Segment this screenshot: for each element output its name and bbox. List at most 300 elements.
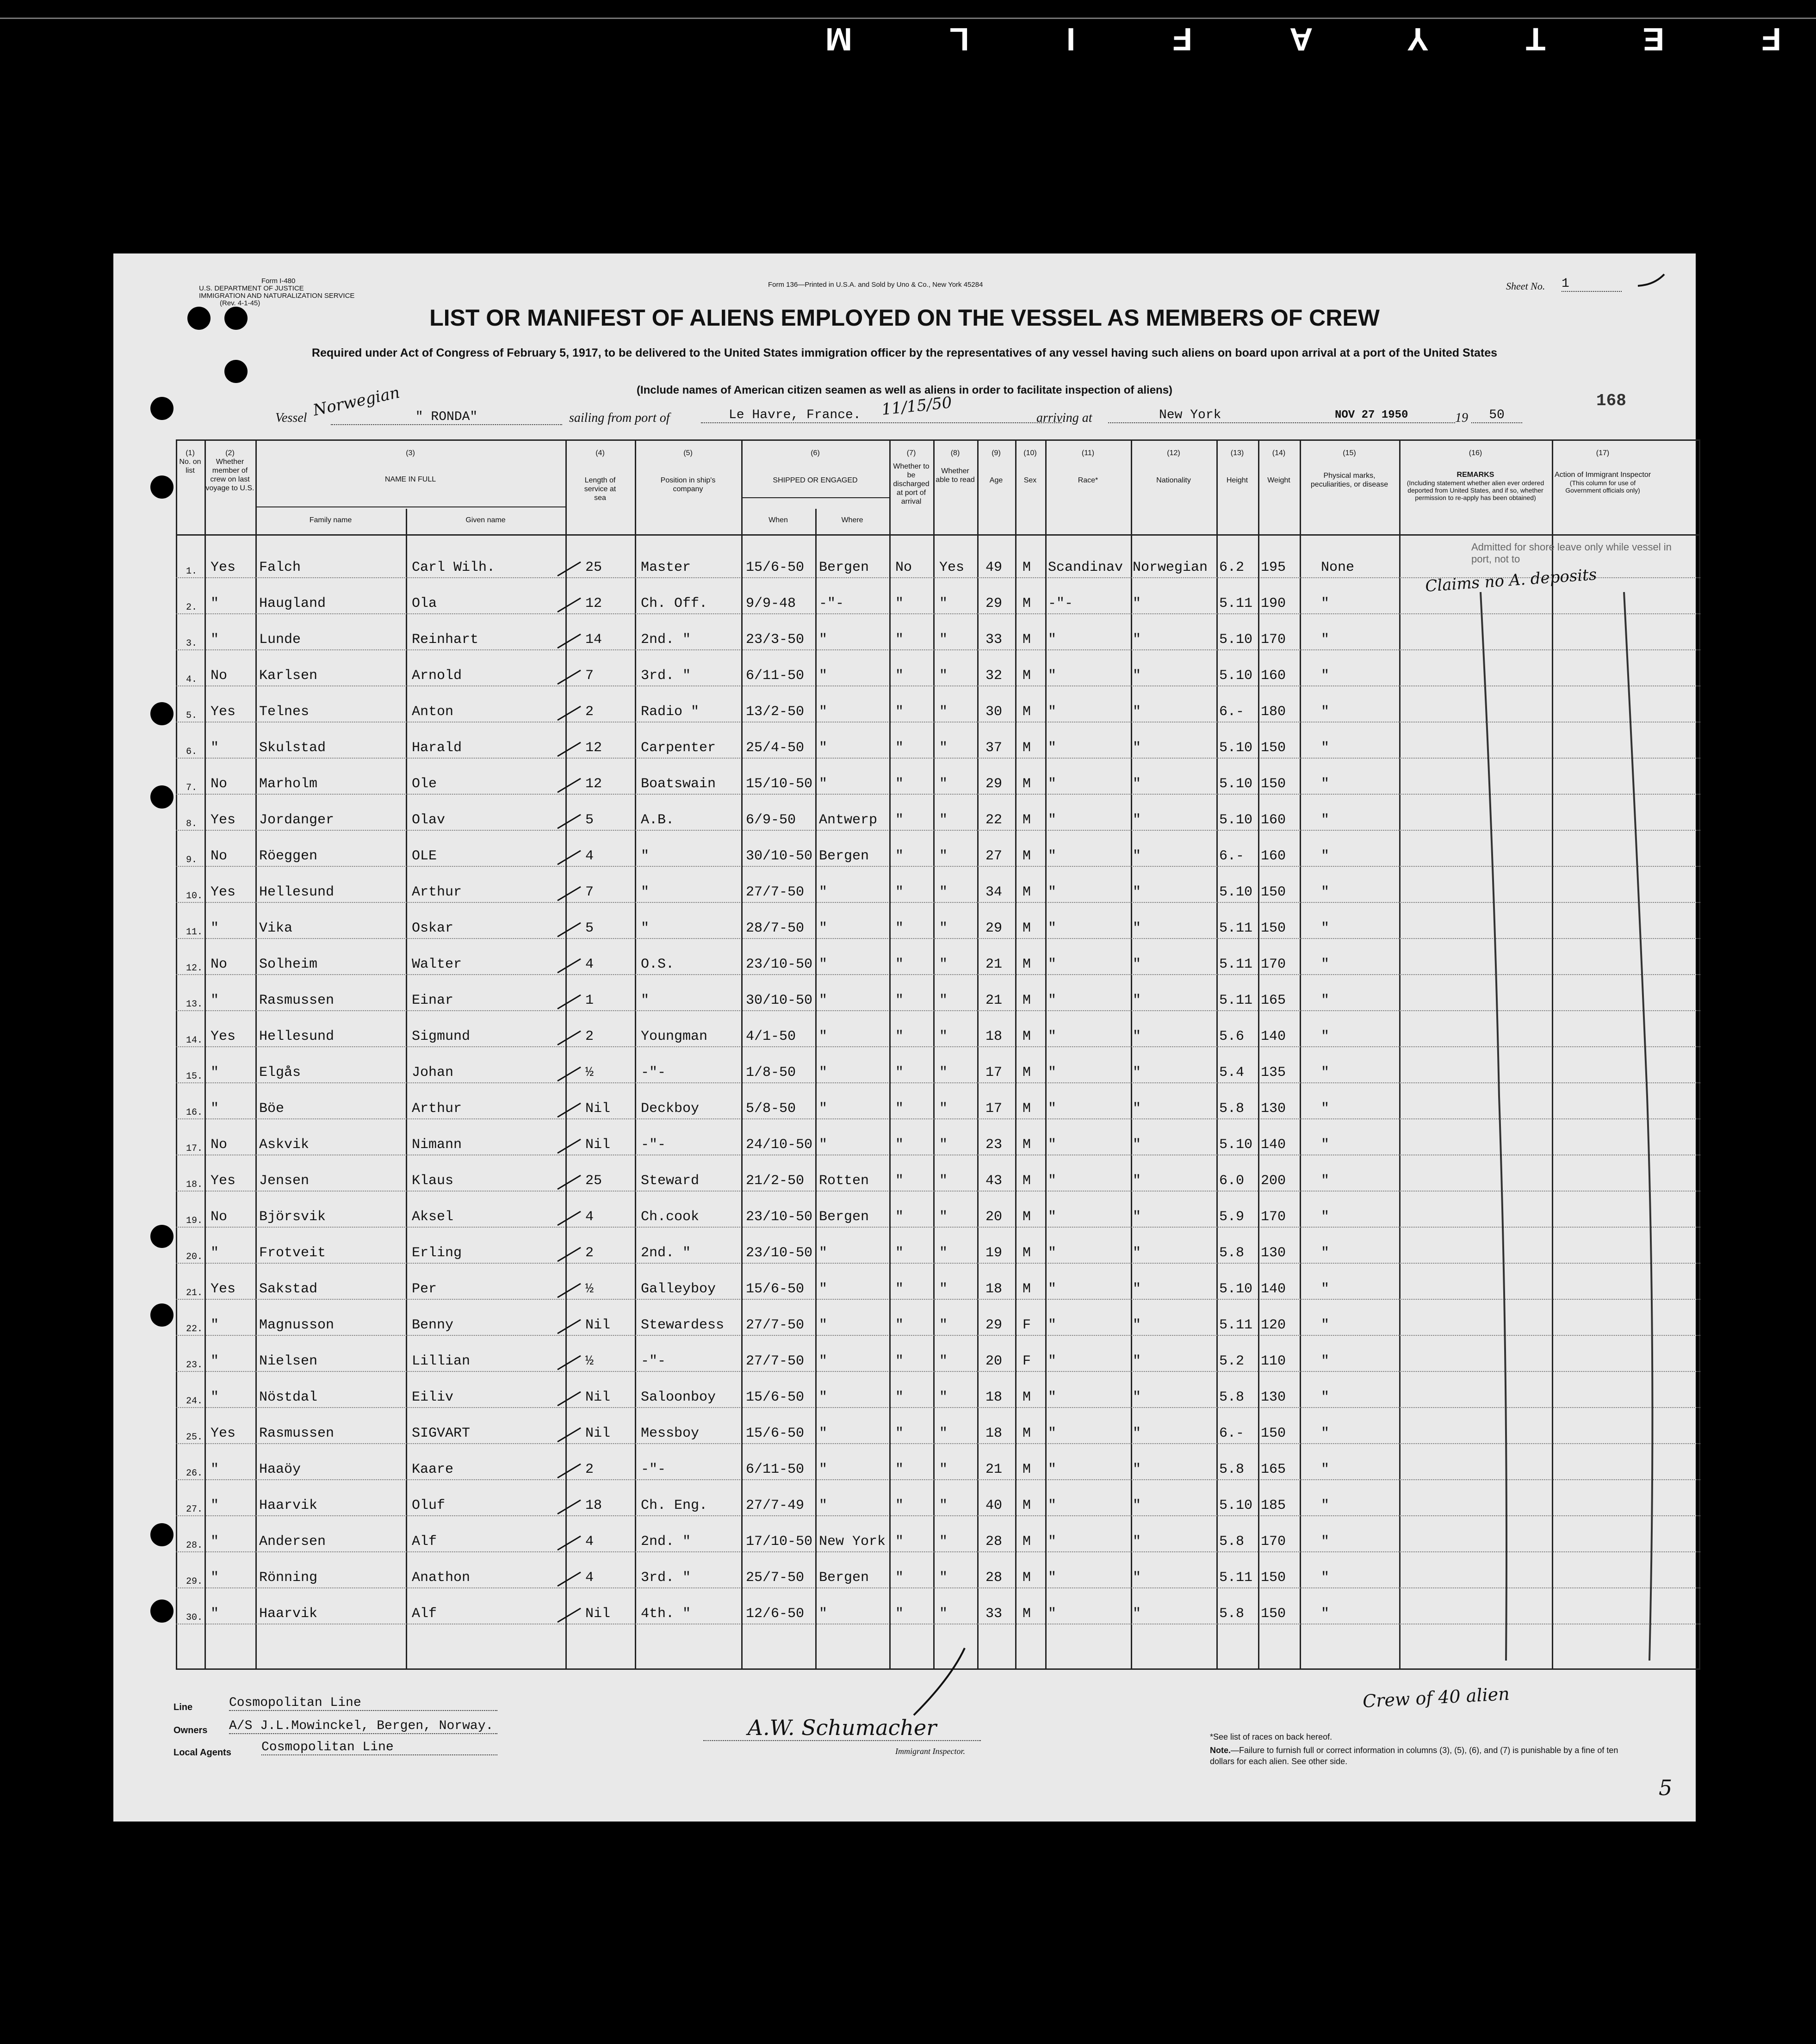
tick-mark-icon <box>555 1387 583 1410</box>
position-cell: 4th. " <box>641 1606 691 1622</box>
family-name-cell: Andersen <box>259 1534 326 1550</box>
read-cell: " <box>939 1281 948 1297</box>
shipped-when-cell: 30/10-50 <box>746 993 813 1008</box>
weight-cell: 150 <box>1261 920 1286 936</box>
shipped-when-cell: 12/6-50 <box>746 1606 805 1622</box>
weight-cell: 160 <box>1261 812 1286 828</box>
family-name-cell: Marholm <box>259 776 318 792</box>
family-name-cell: Skulstad <box>259 740 326 756</box>
col-11-header: (11) Race* <box>1078 449 1098 484</box>
shipped-where-cell: " <box>819 1101 828 1117</box>
service-length-cell: 12 <box>585 740 602 756</box>
position-cell: Ch. Off. <box>641 596 708 611</box>
shipped-when-cell: 30/10-50 <box>746 848 813 864</box>
shipped-where-cell: Antwerp <box>819 812 878 828</box>
sex-cell: M <box>1023 740 1031 756</box>
age-cell: 37 <box>985 740 1003 756</box>
row-number-cell: 13. <box>186 999 203 1010</box>
physical-marks-cell: " <box>1321 1209 1330 1225</box>
read-cell: " <box>939 740 948 756</box>
weight-cell: 200 <box>1261 1173 1286 1189</box>
position-cell: Steward <box>641 1173 700 1189</box>
given-name-cell: Lillian <box>412 1353 471 1369</box>
punch-hole <box>150 785 174 809</box>
race-cell: " <box>1048 1317 1057 1333</box>
shipped-where-cell: " <box>819 1065 828 1081</box>
family-name-header: Family name <box>309 516 352 524</box>
service-length-cell: 25 <box>585 1173 602 1189</box>
family-name-cell: Askvik <box>259 1137 310 1153</box>
height-cell: 6.- <box>1219 848 1245 864</box>
prev-voyage-cell: No <box>211 776 228 792</box>
service-length-cell: ½ <box>585 1281 594 1297</box>
service-length-cell: 4 <box>585 1570 594 1586</box>
tick-mark-icon <box>555 882 583 905</box>
nationality-cell: " <box>1133 1606 1141 1622</box>
position-cell: 2nd. " <box>641 632 691 648</box>
shipped-where-cell: " <box>819 1245 828 1261</box>
given-name-cell: Einar <box>412 993 454 1008</box>
nationality-cell: " <box>1133 1389 1141 1405</box>
nationality-cell: " <box>1133 740 1141 756</box>
service-length-cell: Nil <box>585 1389 611 1405</box>
tick-mark-icon <box>555 1171 583 1194</box>
service-length-cell: 4 <box>585 1209 594 1225</box>
crew-table <box>176 439 1700 1670</box>
given-name-cell: Per <box>412 1281 437 1297</box>
position-cell: -"- <box>641 1353 666 1369</box>
nationality-cell: " <box>1133 1570 1141 1586</box>
service-length-cell: ½ <box>585 1353 594 1369</box>
age-cell: 18 <box>985 1281 1003 1297</box>
row-number-cell: 10. <box>186 891 203 902</box>
col-9-header: (9) Age <box>989 449 1003 484</box>
given-name-cell: Oskar <box>412 920 454 936</box>
age-cell: 23 <box>985 1137 1003 1153</box>
height-cell: 5.10 <box>1219 812 1253 828</box>
physical-marks-cell: " <box>1321 668 1330 684</box>
age-cell: 29 <box>985 596 1003 611</box>
race-cell: " <box>1048 1462 1057 1477</box>
sex-cell: M <box>1023 1498 1031 1513</box>
row-number-cell: 19. <box>186 1216 203 1226</box>
vessel-nationality-note: Norwegian <box>311 383 402 420</box>
family-name-cell: Hellesund <box>259 884 335 900</box>
shipped-where-cell: " <box>819 1606 828 1622</box>
age-cell: 21 <box>985 1462 1003 1477</box>
position-cell: -"- <box>641 1137 666 1153</box>
physical-marks-cell: " <box>1321 1317 1330 1333</box>
physical-marks-cell: " <box>1321 704 1330 720</box>
signature-stroke-icon <box>909 1646 969 1720</box>
physical-marks-cell: None <box>1321 560 1355 575</box>
nationality-cell: " <box>1133 1317 1141 1333</box>
physical-marks-cell: " <box>1321 1606 1330 1622</box>
read-cell: " <box>939 957 948 972</box>
weight-cell: 170 <box>1261 632 1286 648</box>
prev-voyage-cell: " <box>211 1534 219 1550</box>
height-cell: 5.8 <box>1219 1606 1245 1622</box>
discharge-cell: " <box>895 1462 904 1477</box>
vessel-label: Vessel <box>275 411 307 425</box>
races-note: *See list of races on back hereof. <box>1210 1732 1333 1741</box>
row-number-cell: 11. <box>186 927 203 938</box>
race-cell: " <box>1048 957 1057 972</box>
family-name-cell: Telnes <box>259 704 310 720</box>
tick-mark-icon <box>555 1351 583 1374</box>
discharge-cell: " <box>895 1317 904 1333</box>
read-cell: " <box>939 1137 948 1153</box>
shipped-where-cell: " <box>819 632 828 648</box>
weight-cell: 150 <box>1261 1570 1286 1586</box>
given-name-cell: Alf <box>412 1606 437 1622</box>
physical-marks-cell: " <box>1321 632 1330 648</box>
weight-cell: 140 <box>1261 1029 1286 1044</box>
shipped-where-cell: " <box>819 884 828 900</box>
nationality-cell: " <box>1133 1101 1141 1117</box>
shipped-when-cell: 25/4-50 <box>746 740 805 756</box>
race-cell: " <box>1048 1606 1057 1622</box>
height-cell: 5.10 <box>1219 668 1253 684</box>
sex-cell: M <box>1023 1029 1031 1044</box>
sex-cell: M <box>1023 1426 1031 1441</box>
service-length-cell: 12 <box>585 596 602 611</box>
tick-mark-icon <box>555 666 583 689</box>
given-name-cell: SIGVART <box>412 1426 471 1441</box>
nationality-cell: " <box>1133 920 1141 936</box>
age-cell: 49 <box>985 560 1003 575</box>
remarks-ditto-lines <box>1453 587 1675 1665</box>
race-cell: " <box>1048 1029 1057 1044</box>
position-cell: Radio " <box>641 704 700 720</box>
position-cell: " <box>641 993 650 1008</box>
weight-cell: 160 <box>1261 668 1286 684</box>
weight-cell: 165 <box>1261 1462 1286 1477</box>
read-cell: " <box>939 848 948 864</box>
family-name-cell: Rönning <box>259 1570 318 1586</box>
sex-cell: M <box>1023 957 1031 972</box>
prev-voyage-cell: No <box>211 1137 228 1153</box>
read-cell: " <box>939 668 948 684</box>
discharge-cell: " <box>895 740 904 756</box>
col-4-header: (4) Length of service at sea <box>584 449 616 502</box>
physical-marks-cell: " <box>1321 812 1330 828</box>
tick-mark-icon <box>555 1423 583 1446</box>
height-cell: 5.10 <box>1219 776 1253 792</box>
race-cell: " <box>1048 1534 1057 1550</box>
read-cell: " <box>939 1389 948 1405</box>
col-2-header: (2) Whether member of crew on last voyage to U.S. <box>205 449 254 492</box>
physical-marks-cell: " <box>1321 1462 1330 1477</box>
prev-voyage-cell: " <box>211 632 219 648</box>
read-cell: " <box>939 704 948 720</box>
shipped-when-cell: 15/6-50 <box>746 1426 805 1441</box>
shipped-when-cell: 23/10-50 <box>746 957 813 972</box>
weight-cell: 130 <box>1261 1389 1286 1405</box>
weight-cell: 135 <box>1261 1065 1286 1081</box>
prev-voyage-cell: Yes <box>211 884 236 900</box>
sex-cell: F <box>1023 1353 1031 1369</box>
race-cell: " <box>1048 884 1057 900</box>
nationality-cell: " <box>1133 704 1141 720</box>
age-cell: 18 <box>985 1389 1003 1405</box>
prev-voyage-cell: Yes <box>211 1281 236 1297</box>
height-cell: 5.10 <box>1219 1281 1253 1297</box>
shipped-when-cell: 24/10-50 <box>746 1137 813 1153</box>
shipped-when-cell: 13/2-50 <box>746 704 805 720</box>
prev-voyage-cell: " <box>211 920 219 936</box>
position-cell: Deckboy <box>641 1101 700 1117</box>
shipped-where-cell: New York <box>819 1534 886 1550</box>
family-name-cell: Haugland <box>259 596 326 611</box>
shipped-where-cell: " <box>819 1317 828 1333</box>
manifest-year: 50 <box>1471 408 1522 423</box>
punch-hole <box>150 1523 174 1546</box>
sex-cell: M <box>1023 668 1031 684</box>
sex-cell: M <box>1023 1281 1031 1297</box>
prev-voyage-cell: Yes <box>211 1426 236 1441</box>
discharge-cell: " <box>895 1281 904 1297</box>
local-agents-value: Cosmopolitan Line <box>261 1740 497 1755</box>
given-name-cell: Johan <box>412 1065 454 1081</box>
read-cell: " <box>939 1173 948 1189</box>
position-cell: 3rd. " <box>641 1570 691 1586</box>
age-cell: 18 <box>985 1426 1003 1441</box>
admitted-stamp: Admitted for shore leave only while vessel in port, not to <box>1471 541 1672 565</box>
nationality-cell: " <box>1133 1065 1141 1081</box>
given-name-cell: Olav <box>412 812 446 828</box>
height-cell: 5.8 <box>1219 1389 1245 1405</box>
height-cell: 5.10 <box>1219 1498 1253 1513</box>
row-number-cell: 15. <box>186 1071 203 1082</box>
sex-cell: M <box>1023 596 1031 611</box>
family-name-cell: Jordanger <box>259 812 335 828</box>
column-divider <box>406 509 407 1670</box>
discharge-cell: " <box>895 668 904 684</box>
position-cell: 2nd. " <box>641 1534 691 1550</box>
column-divider <box>565 439 567 1670</box>
age-cell: 19 <box>985 1245 1003 1261</box>
weight-cell: 120 <box>1261 1317 1286 1333</box>
position-cell: -"- <box>641 1462 666 1477</box>
weight-cell: 150 <box>1261 884 1286 900</box>
service-length-cell: 25 <box>585 560 602 575</box>
when-header: When <box>769 516 788 524</box>
service-length-cell: 2 <box>585 1462 594 1477</box>
printer-line: Form 136—Printed in U.S.A. and Sold by Uno & Co., New York 45284 <box>768 281 983 289</box>
service-length-cell: 18 <box>585 1498 602 1513</box>
discharge-cell: " <box>895 1534 904 1550</box>
shipped-where-cell: " <box>819 1137 828 1153</box>
position-cell: Youngman <box>641 1029 708 1044</box>
weight-cell: 150 <box>1261 740 1286 756</box>
column-divider <box>741 439 743 1670</box>
given-name-cell: Arnold <box>412 668 462 684</box>
nationality-cell: " <box>1133 1426 1141 1441</box>
given-name-cell: Eiliv <box>412 1389 454 1405</box>
shipped-when-cell: 23/10-50 <box>746 1209 813 1225</box>
family-name-cell: Björsvik <box>259 1209 326 1225</box>
position-cell: 3rd. " <box>641 668 691 684</box>
sex-cell: M <box>1023 848 1031 864</box>
column-divider <box>1258 439 1259 1670</box>
sailing-port: Le Havre, France. <box>701 408 1062 423</box>
given-name-cell: Ole <box>412 776 437 792</box>
prev-voyage-cell: Yes <box>211 560 236 575</box>
height-cell: 5.8 <box>1219 1101 1245 1117</box>
tick-mark-icon <box>555 738 583 761</box>
crew-count-note: Crew of 40 alien <box>1362 1683 1510 1712</box>
shipped-where-cell: Bergen <box>819 1209 869 1225</box>
row-number-cell: 20. <box>186 1252 203 1262</box>
prev-voyage-cell: " <box>211 1353 219 1369</box>
service-length-cell: 4 <box>585 957 594 972</box>
physical-marks-cell: " <box>1321 1498 1330 1513</box>
age-cell: 29 <box>985 920 1003 936</box>
read-cell: " <box>939 1029 948 1044</box>
service-length-cell: 1 <box>585 993 594 1008</box>
age-cell: 30 <box>985 704 1003 720</box>
height-cell: 5.4 <box>1219 1065 1245 1081</box>
family-name-cell: Haarvik <box>259 1498 318 1513</box>
sex-cell: M <box>1023 1101 1031 1117</box>
position-cell: -"- <box>641 1065 666 1081</box>
given-name-cell: Kaare <box>412 1462 454 1477</box>
position-cell: Saloonboy <box>641 1389 716 1405</box>
position-cell: Galleyboy <box>641 1281 716 1297</box>
tick-mark-icon <box>555 918 583 941</box>
shipped-when-cell: 27/7-50 <box>746 1353 805 1369</box>
shipped-where-cell: " <box>819 668 828 684</box>
given-name-cell: Klaus <box>412 1173 454 1189</box>
weight-cell: 130 <box>1261 1245 1286 1261</box>
nationality-cell: " <box>1133 1137 1141 1153</box>
service-length-cell: 7 <box>585 884 594 900</box>
prev-voyage-cell: " <box>211 1462 219 1477</box>
name-subheader-line <box>255 506 565 507</box>
tick-mark-icon <box>555 1315 583 1338</box>
row-number-cell: 24. <box>186 1396 203 1407</box>
given-name-cell: Anton <box>412 704 454 720</box>
row-number-cell: 27. <box>186 1504 203 1515</box>
age-cell: 40 <box>985 1498 1003 1513</box>
shipped-where-cell: " <box>819 993 828 1008</box>
physical-marks-cell: " <box>1321 740 1330 756</box>
age-cell: 29 <box>985 1317 1003 1333</box>
discharge-cell: " <box>895 704 904 720</box>
family-name-cell: Elgås <box>259 1065 301 1081</box>
shipped-when-cell: 27/7-50 <box>746 1317 805 1333</box>
tick-mark-icon <box>555 1604 583 1627</box>
tick-mark-icon <box>555 1531 583 1555</box>
tick-mark-icon <box>555 593 583 617</box>
height-cell: 5.8 <box>1219 1462 1245 1477</box>
race-cell: -"- <box>1048 596 1073 611</box>
prev-voyage-cell: " <box>211 1065 219 1081</box>
race-cell: " <box>1048 1353 1057 1369</box>
nationality-cell: " <box>1133 848 1141 864</box>
shipped-where-cell: " <box>819 920 828 936</box>
nationality-cell: " <box>1133 957 1141 972</box>
read-cell: " <box>939 1426 948 1441</box>
row-number-cell: 16. <box>186 1107 203 1118</box>
arrival-date-stamp: NOV 27 1950 <box>1335 409 1408 421</box>
read-cell: " <box>939 1209 948 1225</box>
physical-marks-cell: " <box>1321 920 1330 936</box>
weight-cell: 170 <box>1261 1534 1286 1550</box>
nationality-cell: " <box>1133 812 1141 828</box>
position-cell: O.S. <box>641 957 675 972</box>
race-cell: " <box>1048 1570 1057 1586</box>
nationality-cell: " <box>1133 1281 1141 1297</box>
race-cell: " <box>1048 1065 1057 1081</box>
row-number-cell: 9. <box>186 855 198 865</box>
shipped-where-cell: Rotten <box>819 1173 869 1189</box>
given-name-cell: Harald <box>412 740 462 756</box>
arrival-port: New York <box>1108 408 1455 423</box>
prev-voyage-cell: " <box>211 1498 219 1513</box>
column-divider <box>815 509 817 1670</box>
tick-mark-icon <box>555 557 583 580</box>
race-cell: " <box>1048 1245 1057 1261</box>
row-number-cell: 23. <box>186 1360 203 1371</box>
service-length-cell: 5 <box>585 812 594 828</box>
sex-cell: M <box>1023 1570 1031 1586</box>
row-number-cell: 17. <box>186 1143 203 1154</box>
position-cell: Ch. Eng. <box>641 1498 708 1513</box>
sex-cell: F <box>1023 1317 1031 1333</box>
race-cell: Scandinav <box>1048 560 1123 575</box>
row-number-cell: 3. <box>186 638 198 649</box>
punch-hole <box>150 702 174 725</box>
tick-mark-icon <box>555 846 583 869</box>
physical-marks-cell: " <box>1321 1245 1330 1261</box>
tick-mark-icon <box>555 1062 583 1086</box>
line-label: Line <box>174 1702 193 1712</box>
discharge-cell: " <box>895 1029 904 1044</box>
given-name-header: Given name <box>465 516 506 524</box>
weight-cell: 170 <box>1261 957 1286 972</box>
punch-hole <box>150 1303 174 1327</box>
family-name-cell: Solheim <box>259 957 318 972</box>
race-cell: " <box>1048 632 1057 648</box>
weight-cell: 150 <box>1261 1426 1286 1441</box>
prev-voyage-cell: " <box>211 1389 219 1405</box>
shipped-when-cell: 27/7-49 <box>746 1498 805 1513</box>
line-value: Cosmopolitan Line <box>229 1696 497 1711</box>
service-length-cell: 7 <box>585 668 594 684</box>
nationality-cell: Norwegian <box>1133 560 1208 575</box>
prev-voyage-cell: Yes <box>211 704 236 720</box>
row-number-cell: 26. <box>186 1468 203 1479</box>
nationality-cell: " <box>1133 1353 1141 1369</box>
age-cell: 22 <box>985 812 1003 828</box>
physical-marks-cell: " <box>1321 1029 1330 1044</box>
sailing-label: sailing from port of <box>569 411 670 425</box>
remarks-claims-note: Claims no A. deposits <box>1425 565 1598 596</box>
arriving-label: arriving at <box>1036 411 1092 425</box>
col-15-header: (15) Physical marks, peculiarities, or disease <box>1310 449 1388 488</box>
family-name-cell: Haaöy <box>259 1462 301 1477</box>
discharge-cell: " <box>895 1173 904 1189</box>
service-length-cell: 2 <box>585 704 594 720</box>
service-length-cell: ½ <box>585 1065 594 1081</box>
shipped-when-cell: 23/3-50 <box>746 632 805 648</box>
family-name-cell: Karlsen <box>259 668 318 684</box>
discharge-cell: " <box>895 1101 904 1117</box>
col-5-header: (5) Position in ship's company <box>660 449 716 493</box>
physical-marks-cell: " <box>1321 776 1330 792</box>
